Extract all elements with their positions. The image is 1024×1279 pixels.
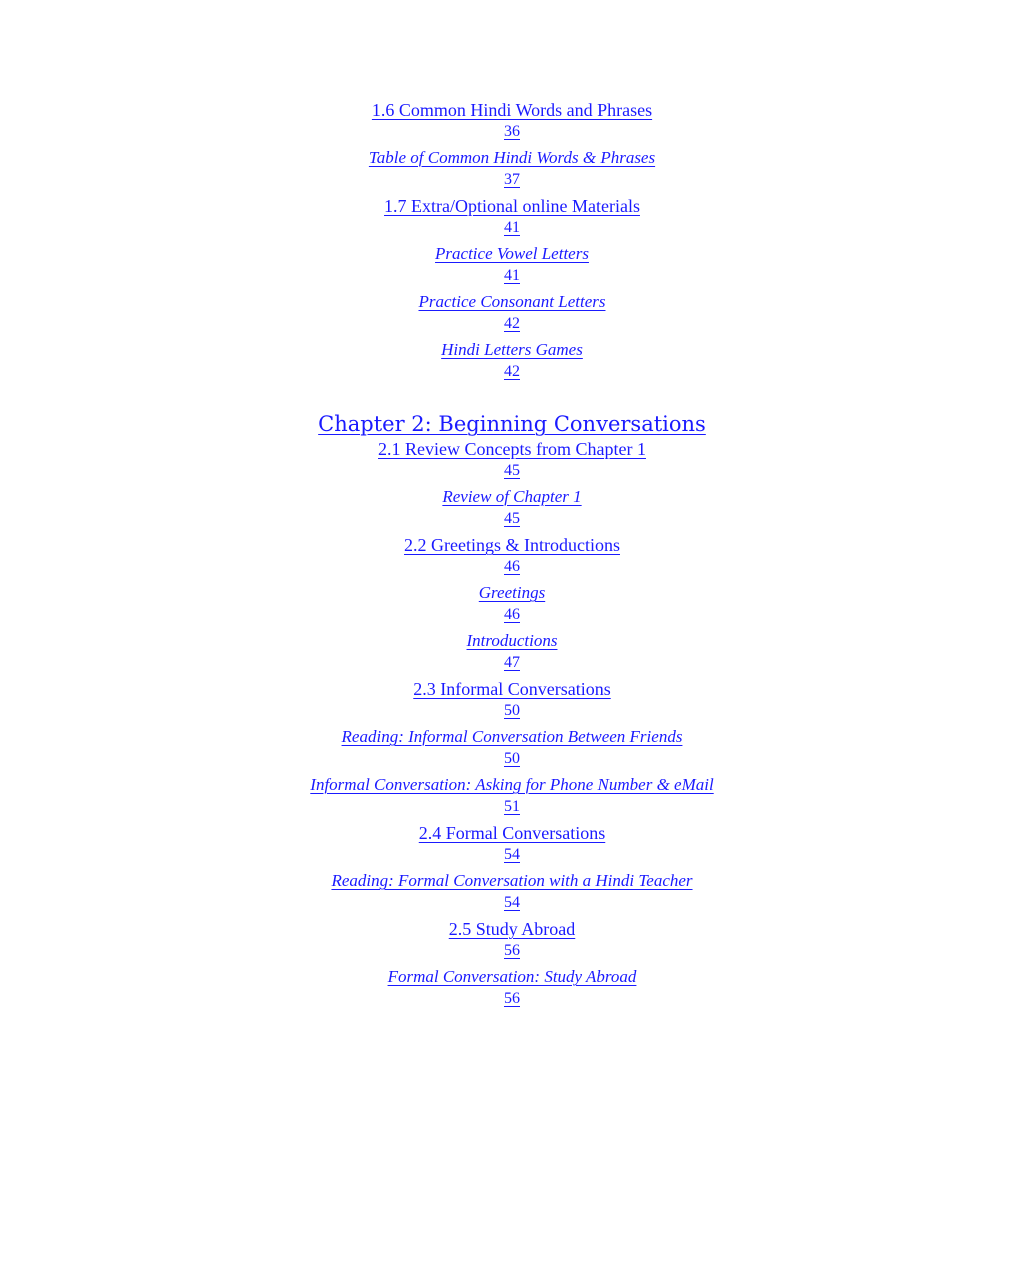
toc-entry-section bbox=[0, 821, 1024, 865]
toc-link-practice-vowels[interactable]: Practice Vowel Letters bbox=[435, 244, 589, 263]
toc-link-letters-games[interactable]: Hindi Letters Games bbox=[441, 340, 583, 359]
toc-entry-subsection bbox=[0, 146, 1024, 190]
toc-entry-section bbox=[0, 194, 1024, 238]
toc-link-2-2[interactable]: 2.2 Greetings & Introductions bbox=[404, 535, 620, 555]
toc-page-number[interactable]: 37 bbox=[504, 171, 520, 188]
toc-page-number[interactable]: 41 bbox=[504, 267, 520, 284]
toc-link-greetings[interactable]: Greetings bbox=[478, 583, 546, 602]
toc-entry-section bbox=[0, 437, 1024, 481]
toc-entry-subsection bbox=[0, 965, 1024, 1009]
toc-page-number[interactable]: 56 bbox=[504, 942, 520, 959]
toc-page-number[interactable]: 45 bbox=[504, 462, 520, 479]
toc-entry-subsection bbox=[0, 290, 1024, 334]
toc-entry-section bbox=[0, 677, 1024, 721]
toc-page-number[interactable]: 41 bbox=[504, 219, 520, 236]
toc-page-number[interactable]: 51 bbox=[504, 798, 520, 815]
toc-link-2-3[interactable]: 2.3 Informal Conversations bbox=[413, 679, 611, 699]
toc-entry-section bbox=[0, 533, 1024, 577]
toc-link-introductions[interactable]: Introductions bbox=[466, 631, 558, 650]
toc-entry-subsection bbox=[0, 242, 1024, 286]
toc-entry-subsection bbox=[0, 338, 1024, 382]
toc-entry-subsection bbox=[0, 581, 1024, 625]
toc-link-practice-consonants[interactable]: Practice Consonant Letters bbox=[418, 292, 606, 311]
toc-entry-subsection bbox=[0, 773, 1024, 817]
toc-link-1-6[interactable]: 1.6 Common Hindi Words and Phrases bbox=[371, 100, 653, 120]
toc-page-number[interactable]: 46 bbox=[504, 606, 520, 623]
toc-page-number[interactable]: 45 bbox=[504, 510, 520, 527]
toc-entry-subsection bbox=[0, 485, 1024, 529]
toc-page-number[interactable]: 42 bbox=[504, 363, 520, 380]
toc-entry-subsection bbox=[0, 629, 1024, 673]
toc-entry-subsection bbox=[0, 725, 1024, 769]
toc-page-number[interactable]: 50 bbox=[504, 750, 520, 767]
table-of-contents bbox=[0, 98, 1024, 1009]
toc-link-formal-study-abroad[interactable]: Formal Conversation: Study Abroad bbox=[387, 967, 637, 986]
toc-link-table-common-words[interactable]: Table of Common Hindi Words & Phrases bbox=[368, 148, 656, 167]
toc-page-number[interactable]: 42 bbox=[504, 315, 520, 332]
toc-link-2-1[interactable]: 2.1 Review Concepts from Chapter 1 bbox=[378, 439, 646, 459]
toc-page-number[interactable]: 47 bbox=[504, 654, 520, 671]
toc-page-number[interactable]: 46 bbox=[504, 558, 520, 575]
toc-link-reading-informal[interactable]: Reading: Informal Conversation Between Friends bbox=[341, 727, 683, 746]
toc-chapter-2-heading[interactable]: Chapter 2: Beginning Conversations bbox=[318, 412, 706, 436]
toc-page-number[interactable]: 50 bbox=[504, 702, 520, 719]
toc-link-reading-formal-teacher[interactable]: Reading: Formal Conversation with a Hindi Teacher bbox=[331, 871, 693, 890]
toc-link-2-5[interactable]: 2.5 Study Abroad bbox=[448, 919, 576, 939]
toc-page-number[interactable]: 54 bbox=[504, 894, 520, 911]
toc-entry-subsection bbox=[0, 869, 1024, 913]
toc-link-review-ch1[interactable]: Review of Chapter 1 bbox=[442, 487, 582, 506]
toc-entry-section bbox=[0, 98, 1024, 142]
toc-link-2-4[interactable]: 2.4 Formal Conversations bbox=[418, 823, 606, 843]
toc-page-number[interactable]: 54 bbox=[504, 846, 520, 863]
toc-link-informal-phone-email[interactable]: Informal Conversation: Asking for Phone Number & eMail bbox=[310, 775, 714, 794]
toc-entry-section bbox=[0, 917, 1024, 961]
toc-page-number[interactable]: 36 bbox=[504, 123, 520, 140]
toc-link-1-7[interactable]: 1.7 Extra/Optional online Materials bbox=[384, 196, 640, 216]
toc-page-number[interactable]: 56 bbox=[504, 990, 520, 1007]
